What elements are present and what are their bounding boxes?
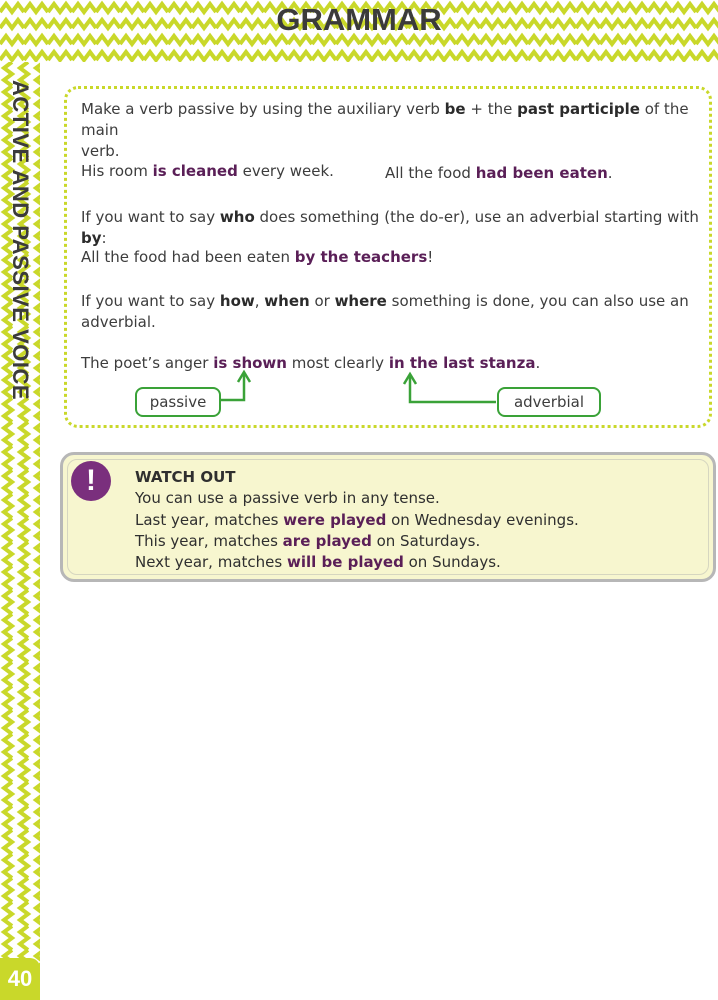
text: Next year, matches [135, 553, 287, 571]
term-past-participle: past participle [517, 100, 640, 118]
watch-out-title: WATCH OUT [135, 468, 236, 486]
text: Make a verb passive by using the auxiliary verb [81, 100, 445, 118]
section-title-text: ACTIVE AND PASSIVE VOICE [8, 80, 33, 401]
text: This year, matches [135, 532, 283, 550]
emphasis-are-played: are played [282, 532, 372, 550]
text: All the food [385, 164, 476, 182]
text: , [254, 292, 265, 310]
text: . [607, 164, 613, 182]
text: most clearly [286, 354, 389, 372]
text: His room [81, 162, 153, 180]
emphasis-is-shown: is shown [213, 354, 287, 372]
text: If you want to say [81, 292, 220, 310]
term-by: by [81, 229, 102, 247]
text: Last year, matches [135, 511, 284, 529]
text: If you want to say [81, 208, 220, 226]
text: does something (the do-er), use an adverbial starting with [254, 208, 699, 226]
top-banner [0, 0, 718, 62]
text: on Saturdays. [371, 532, 481, 550]
term-be: be [444, 100, 466, 118]
watch-out-line-2 [135, 510, 579, 531]
term-who: who [219, 208, 255, 226]
text: All the food had been eaten [81, 248, 295, 266]
term-where: where [334, 292, 387, 310]
emphasis-by-the-teachers: by the teachers [294, 248, 428, 266]
page-header-title: GRAMMAR [276, 2, 442, 37]
text: ! [427, 248, 434, 266]
term-when: when [264, 292, 310, 310]
text: something is done, you can also use an [386, 292, 689, 310]
emphasis-is-cleaned: is cleaned [152, 162, 238, 180]
text: : [101, 229, 107, 247]
adverbial-arrow [410, 376, 496, 402]
text: on Sundays. [403, 553, 501, 571]
text: on Wednesday evenings. [386, 511, 579, 529]
emphasis-were-played: were played [283, 511, 387, 529]
label-arrows [64, 86, 712, 428]
page-number: 40 [0, 958, 40, 1000]
text: adverbial. [81, 313, 156, 331]
text: verb. [81, 142, 120, 160]
text: or [309, 292, 335, 310]
emphasis-had-been-eaten: had been eaten [475, 164, 608, 182]
section-title-vertical [0, 80, 40, 420]
rule-box [64, 86, 712, 428]
emphasis-in-the-last-stanza: in the last stanza [388, 354, 536, 372]
text: . [535, 354, 541, 372]
text: + the [465, 100, 518, 118]
text: The poet’s anger [81, 354, 214, 372]
adverbial-label: adverbial [497, 387, 601, 417]
text: every week. [237, 162, 334, 180]
text: of the main [81, 100, 689, 139]
watch-out-line-3 [135, 531, 480, 552]
watch-out-line-4 [135, 552, 501, 573]
exclamation-icon: ! [71, 461, 111, 501]
passive-label: passive [135, 387, 221, 417]
watch-out-line-1: You can use a passive verb in any tense. [135, 489, 440, 507]
emphasis-will-be-played: will be played [286, 553, 404, 571]
term-how: how [219, 292, 255, 310]
watch-out-box [60, 452, 716, 582]
